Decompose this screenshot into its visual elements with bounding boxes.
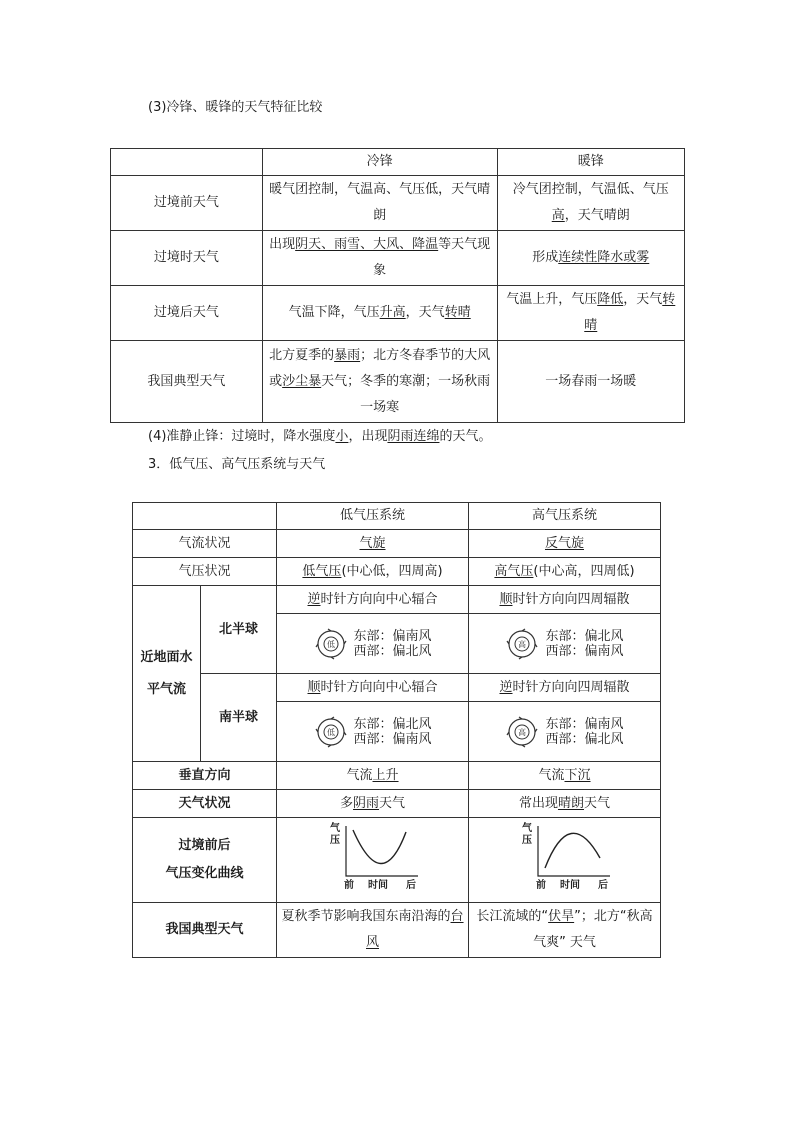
cyclone-north-icon bbox=[314, 627, 348, 661]
col-header-high: 高气压系统 bbox=[469, 503, 661, 530]
row-label-curve: 过境前后 气压变化曲线 bbox=[133, 818, 277, 903]
row-label-during: 过境时天气 bbox=[111, 231, 263, 286]
cold-after: 气温下降，气压升高，天气转晴 bbox=[262, 286, 497, 341]
high-curve-cell bbox=[469, 818, 661, 903]
low-south-desc: 顺时针方向向中心辐合 bbox=[277, 674, 469, 702]
row-label-vertical: 垂直方向 bbox=[133, 762, 277, 790]
low-airflow: 气旋 bbox=[277, 530, 469, 558]
row-label-north: 北半球 bbox=[201, 586, 277, 674]
svg-text:气: 气 bbox=[329, 823, 340, 834]
low-weather: 多阴雨天气 bbox=[277, 790, 469, 818]
warm-typical: 一场春雨一场暖 bbox=[497, 341, 684, 423]
low-pressure: 低气压(中心低，四周高) bbox=[277, 558, 469, 586]
svg-text:压: 压 bbox=[329, 835, 340, 846]
svg-text:气: 气 bbox=[521, 823, 532, 834]
pressure-table-corner bbox=[133, 503, 277, 530]
row-label-typical: 我国典型天气 bbox=[111, 341, 263, 423]
svg-text:后: 后 bbox=[405, 880, 416, 891]
row-label-after: 过境后天气 bbox=[111, 286, 263, 341]
svg-text:低: 低 bbox=[326, 639, 335, 649]
high-weather: 常出现晴朗天气 bbox=[469, 790, 661, 818]
low-south-wind: 低 东部：偏北风 西部：偏南风 bbox=[277, 702, 469, 762]
front-table-corner bbox=[111, 149, 263, 176]
high-pressure-curve bbox=[470, 818, 660, 892]
row-label-weather: 天气状况 bbox=[133, 790, 277, 818]
low-north-desc: 逆时针方向向中心辐合 bbox=[277, 586, 469, 614]
svg-text:高: 高 bbox=[518, 727, 527, 737]
high-north-wind: 高 东部：偏北风 西部：偏南风 bbox=[469, 614, 661, 674]
svg-text:时间: 时间 bbox=[367, 880, 388, 891]
cold-typical: 北方夏季的暴雨；北方冬春季节的大风或沙尘暴天气；冬季的寒潮；一场秋雨一场寒 bbox=[262, 341, 497, 423]
stationary-front-note: (4)准静止锋：过境时，降水强度小，出现阴雨连绵的天气。 bbox=[148, 429, 492, 444]
high-north-desc: 顺时针方向向四周辐散 bbox=[469, 586, 661, 614]
svg-text:后: 后 bbox=[597, 880, 608, 891]
low-typical: 夏秋季节影响我国东南沿海的台风 bbox=[277, 903, 469, 958]
low-pressure-curve bbox=[278, 818, 468, 892]
high-typical: 长江流域的“伏旱”；北方“秋高气爽” 天气 bbox=[469, 903, 661, 958]
cold-during: 出现阴天、雨雪、大风、降温等天气现象 bbox=[262, 231, 497, 286]
svg-text:前: 前 bbox=[535, 880, 546, 891]
row-label-pressure: 气压状况 bbox=[133, 558, 277, 586]
svg-text:高: 高 bbox=[518, 639, 527, 649]
pressure-system-table bbox=[132, 502, 661, 958]
high-vertical: 气流下沉 bbox=[469, 762, 661, 790]
anticyclone-north-icon bbox=[505, 627, 539, 661]
high-south-desc: 逆时针方向向四周辐散 bbox=[469, 674, 661, 702]
high-south-wind: 高 东部：偏南风 西部：偏北风 bbox=[469, 702, 661, 762]
row-label-typical-pressure: 我国典型天气 bbox=[133, 903, 277, 958]
low-vertical: 气流上升 bbox=[277, 762, 469, 790]
svg-text:前: 前 bbox=[343, 880, 354, 891]
svg-text:压: 压 bbox=[521, 835, 532, 846]
svg-text:时间: 时间 bbox=[559, 880, 580, 891]
cyclone-south-icon bbox=[314, 715, 348, 749]
warm-after: 气温上升，气压降低，天气转晴 bbox=[497, 286, 684, 341]
section-heading-pressure: 3．低气压、高气压系统与天气 bbox=[148, 457, 326, 472]
cold-before: 暖气团控制，气温高、气压低，天气晴朗 bbox=[262, 176, 497, 231]
row-label-airflow: 气流状况 bbox=[133, 530, 277, 558]
warm-before: 冷气团控制，气温低、气压高，天气晴朗 bbox=[497, 176, 684, 231]
col-header-low: 低气压系统 bbox=[277, 503, 469, 530]
warm-during: 形成连续性降水或雾 bbox=[497, 231, 684, 286]
row-label-south: 南半球 bbox=[201, 674, 277, 762]
row-label-near-surface: 近地面水 平气流 bbox=[133, 586, 201, 762]
high-pressure: 高气压(中心高，四周低) bbox=[469, 558, 661, 586]
svg-text:低: 低 bbox=[326, 727, 335, 737]
front-weather-table bbox=[110, 148, 685, 423]
col-header-cold-front: 冷锋 bbox=[262, 149, 497, 176]
col-header-warm-front: 暖锋 bbox=[497, 149, 684, 176]
anticyclone-south-icon bbox=[505, 715, 539, 749]
section-heading-front-compare: (3)冷锋、暖锋的天气特征比较 bbox=[148, 100, 323, 115]
low-curve-cell bbox=[277, 818, 469, 903]
high-airflow: 反气旋 bbox=[469, 530, 661, 558]
low-north-wind: 低 东部：偏南风 西部：偏北风 bbox=[277, 614, 469, 674]
row-label-before: 过境前天气 bbox=[111, 176, 263, 231]
